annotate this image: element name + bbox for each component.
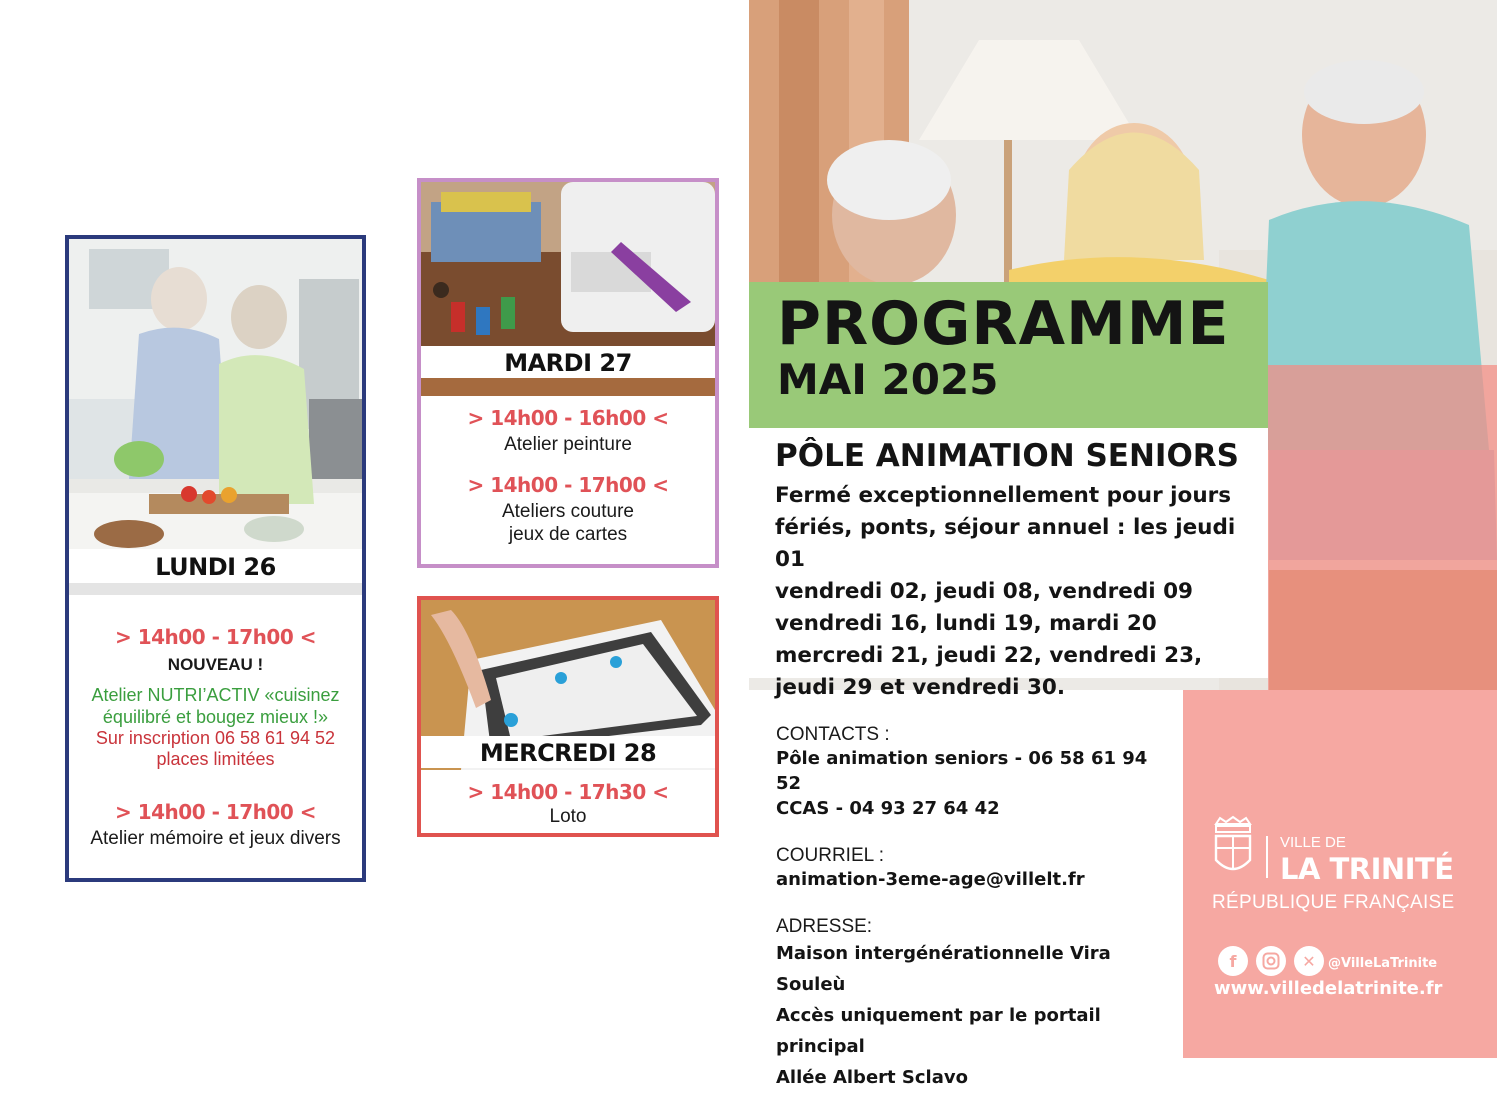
day-mardi: MARDI 27 xyxy=(421,346,715,378)
mercredi-slot1-activity: Loto xyxy=(549,806,587,827)
nutri-line1: Atelier NUTRI’ACTIV «cuisinez xyxy=(91,685,340,706)
nutri-line2: équilibré et bougez mieux !» xyxy=(102,706,329,727)
city-crest-icon xyxy=(1210,816,1256,880)
band-shadow xyxy=(69,583,362,595)
card-mercredi xyxy=(417,596,719,837)
contact-pole-phone[interactable]: Pôle animation seniors - 06 58 61 94 52 xyxy=(776,748,1148,794)
mercredi-program xyxy=(421,780,715,829)
lundi-slot2-time: > 14h00 - 17h00 < xyxy=(115,800,316,825)
new-badge: NOUVEAU ! xyxy=(167,655,264,674)
pole-title: PÔLE ANIMATION SENIORS xyxy=(775,438,1240,474)
brand-divider xyxy=(1266,836,1268,878)
address-line2: Accès uniquement par le portail principal xyxy=(776,1005,1101,1057)
address-line1: Maison intergénérationnelle Vira Souleù xyxy=(776,943,1111,995)
address-label: ADRESSE: xyxy=(776,916,873,937)
email-label: COURRIEL : xyxy=(776,845,885,866)
lundi-slot2-activity: Atelier mémoire et jeux divers xyxy=(90,828,341,850)
mardi-slot2-time: > 14h00 - 17h00 < xyxy=(467,472,669,497)
x-twitter-icon[interactable]: ✕ xyxy=(1294,946,1324,976)
contact-ccas-phone[interactable]: CCAS - 04 93 27 64 42 xyxy=(776,798,1000,819)
contacts-block xyxy=(776,724,1176,1093)
facebook-icon[interactable]: f xyxy=(1218,946,1248,976)
lundi-program xyxy=(69,625,362,851)
lundi-slot1-time: > 14h00 - 17h00 < xyxy=(115,625,316,649)
republique-label: RÉPUBLIQUE FRANÇAISE xyxy=(1212,892,1455,913)
closure-notice: Fermé exceptionnellement pour jours fériés, ponts, séjour annuel : les jeudi 01 vendredi 02, jeudi 08, vendredi 09 vendredi 16, lundi 19, mardi 20 mercredi 21, jeudi 22, vendredi 23, jeudi 29 et vendredi 30. xyxy=(775,483,1236,700)
ville-de-label: VILLE DE xyxy=(1280,834,1346,851)
contacts-label: CONTACTS : xyxy=(776,724,890,745)
places-line: places limitées xyxy=(156,749,275,770)
inscription-line: Sur inscription 06 58 61 94 52 xyxy=(95,727,336,748)
city-name: LA TRINITÉ xyxy=(1280,852,1454,886)
mardi-slot1-activity: Atelier peinture xyxy=(504,434,632,455)
mardi-program xyxy=(421,406,715,546)
programme-title: PROGRAMME xyxy=(777,289,1230,359)
mardi-slot1-time: > 14h00 - 16h00 < xyxy=(467,406,669,430)
email-link[interactable]: animation-3eme-age@villelt.fr xyxy=(776,869,1085,890)
cartes-line: jeux de cartes xyxy=(508,523,628,545)
mercredi-slot1-time: > 14h00 - 17h30 < xyxy=(467,780,669,804)
pole-info xyxy=(749,428,1268,700)
programme-month: MAI 2025 xyxy=(777,355,999,404)
card-mardi xyxy=(417,178,719,568)
day-mercredi: MERCREDI 28 xyxy=(421,736,715,768)
social-handle[interactable]: @VilleLaTrinite xyxy=(1328,956,1438,971)
instagram-icon[interactable] xyxy=(1256,946,1286,976)
couture-line: Ateliers couture xyxy=(501,500,634,522)
day-lundi: LUNDI 26 xyxy=(69,549,362,583)
cooking-photo xyxy=(69,239,362,595)
social-icons xyxy=(1218,946,1324,976)
card-lundi xyxy=(65,235,366,882)
website-link[interactable]: www.villedelatrinite.fr xyxy=(1214,978,1443,999)
pink-overlay xyxy=(1268,365,1497,690)
programme-banner xyxy=(749,282,1268,428)
address-line3: Allée Albert Sclavo xyxy=(776,1067,968,1088)
